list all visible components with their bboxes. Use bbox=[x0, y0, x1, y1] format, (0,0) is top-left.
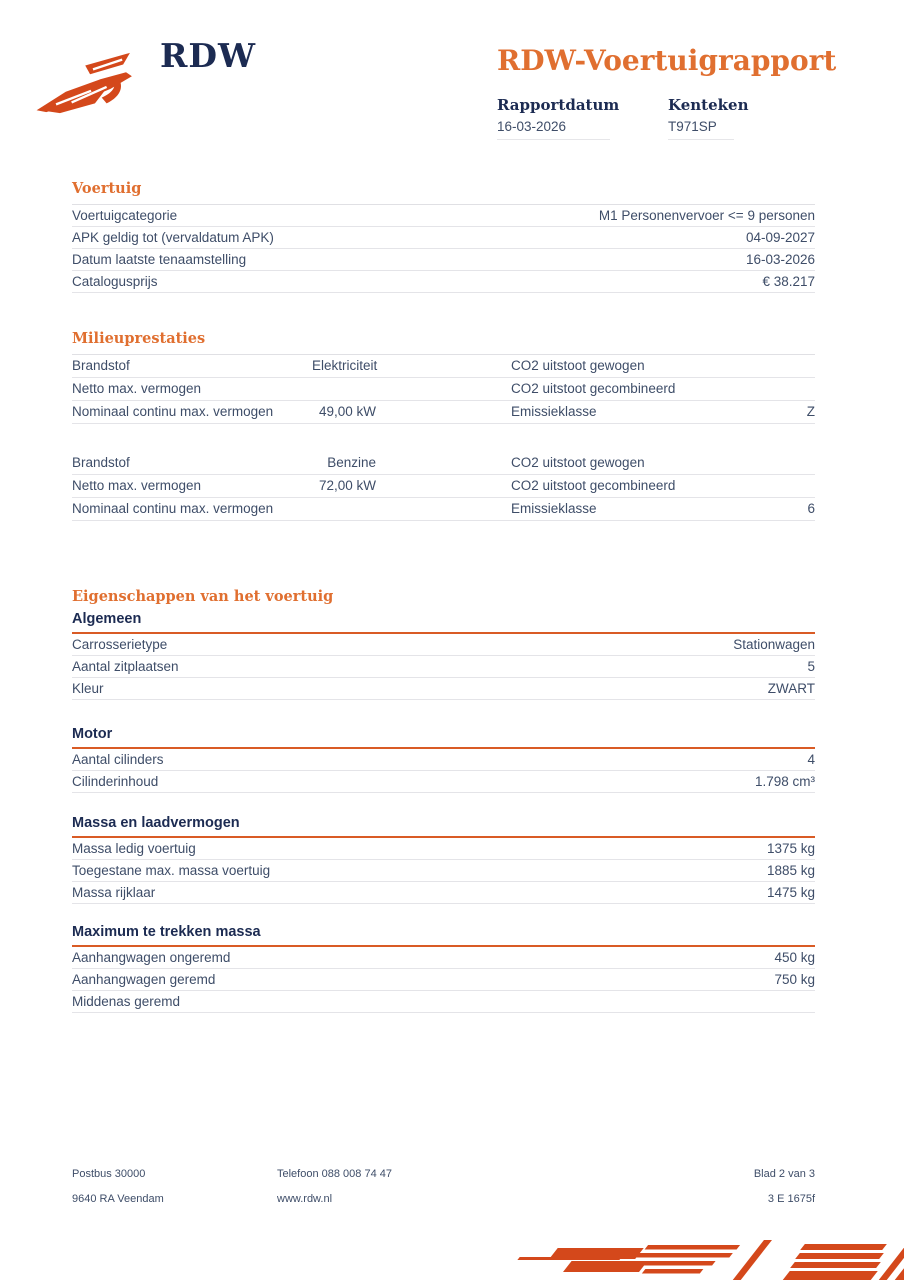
license-plate-label: Kenteken bbox=[668, 96, 749, 114]
row-value: 1475 kg bbox=[766, 885, 815, 900]
row-value: 1885 kg bbox=[766, 863, 815, 878]
row-label: Aantal zitplaatsen bbox=[72, 659, 179, 674]
report-date-value: 16-03-2026 bbox=[497, 119, 610, 140]
row-value: ZWART bbox=[767, 681, 815, 696]
section-voertuig bbox=[72, 180, 815, 293]
row-value: 1375 kg bbox=[766, 841, 815, 856]
footer-postbus: Postbus 30000 bbox=[72, 1168, 146, 1180]
subsection-title: Algemeen bbox=[72, 611, 815, 634]
row-label: Datum laatste tenaamstelling bbox=[72, 252, 247, 267]
row-value: 16-03-2026 bbox=[745, 252, 815, 267]
table-row bbox=[72, 678, 815, 700]
row-value: Z bbox=[806, 404, 815, 419]
table-row bbox=[72, 969, 815, 991]
row-value: 6 bbox=[807, 501, 815, 516]
footer-contact bbox=[277, 1168, 392, 1218]
table-row bbox=[72, 860, 815, 882]
report-date-label: Rapportdatum bbox=[497, 96, 620, 114]
row-label: Massa ledig voertuig bbox=[72, 841, 196, 856]
section-milieuprestaties-title: Milieuprestaties bbox=[72, 330, 815, 355]
table-row bbox=[72, 249, 815, 271]
row-label: Netto max. vermogen bbox=[72, 478, 202, 493]
row-label: Aanhangwagen ongeremd bbox=[72, 950, 231, 965]
row-value: 49,00 kW bbox=[318, 404, 376, 419]
footer-website: www.rdw.nl bbox=[277, 1193, 333, 1205]
table-row bbox=[72, 475, 815, 498]
table-row bbox=[72, 401, 815, 424]
subsection-trekken-massa bbox=[72, 924, 815, 1013]
row-label: Massa rijklaar bbox=[72, 885, 156, 900]
license-plate-block bbox=[668, 96, 748, 140]
row-value: 4 bbox=[807, 752, 815, 767]
license-plate-value: T971SP bbox=[668, 119, 734, 140]
table-row bbox=[72, 452, 815, 475]
row-label: Nominaal continu max. vermogen bbox=[72, 501, 274, 516]
footer-city: 9640 RA Veendam bbox=[72, 1193, 164, 1205]
row-label: Carrosserietype bbox=[72, 637, 168, 652]
row-value: 5 bbox=[807, 659, 815, 674]
table-row bbox=[72, 991, 815, 1013]
rdw-logo-text: RDW bbox=[160, 36, 257, 75]
fuel-block-electric bbox=[72, 355, 815, 424]
table-row bbox=[72, 205, 815, 227]
row-label: CO2 uitstoot gecombineerd bbox=[511, 478, 676, 493]
row-label: CO2 uitstoot gewogen bbox=[511, 455, 645, 470]
table-row bbox=[72, 882, 815, 904]
row-value: 72,00 kW bbox=[318, 478, 376, 493]
table-row bbox=[72, 771, 815, 793]
row-label: Netto max. vermogen bbox=[72, 381, 202, 396]
footer-address bbox=[72, 1168, 164, 1218]
row-label: Voertuigcategorie bbox=[72, 208, 178, 223]
row-label: CO2 uitstoot gewogen bbox=[511, 358, 645, 373]
section-eigenschappen-title: Eigenschappen van het voertuig bbox=[72, 588, 334, 605]
page-title: RDW-Voertuigrapport bbox=[497, 44, 837, 77]
row-label: Aanhangwagen geremd bbox=[72, 972, 216, 987]
rdw-stripes-graphic bbox=[512, 1240, 904, 1280]
row-label: Toegestane max. massa voertuig bbox=[72, 863, 271, 878]
row-value: Benzine bbox=[327, 455, 376, 470]
subsection-algemeen bbox=[72, 611, 815, 700]
table-row bbox=[72, 838, 815, 860]
row-label: Kleur bbox=[72, 681, 104, 696]
subsection-title: Motor bbox=[72, 726, 815, 749]
row-value: € 38.217 bbox=[762, 274, 815, 289]
row-value: Stationwagen bbox=[733, 637, 815, 652]
row-label: Brandstof bbox=[72, 455, 130, 470]
table-row bbox=[72, 656, 815, 678]
row-value: 450 kg bbox=[774, 950, 815, 965]
row-value: Elektriciteit bbox=[312, 358, 378, 373]
footer-phone: Telefoon 088 008 74 47 bbox=[277, 1168, 392, 1180]
row-label: Cilinderinhoud bbox=[72, 774, 159, 789]
subsection-motor bbox=[72, 726, 815, 793]
section-eigenschappen bbox=[72, 588, 815, 1013]
row-label: Brandstof bbox=[72, 358, 130, 373]
footer-page-number: Blad 2 van 3 bbox=[753, 1168, 815, 1180]
footer-doc-code: 3 E 1675f bbox=[767, 1193, 815, 1205]
rdw-feather-icon bbox=[34, 48, 152, 118]
row-value: 750 kg bbox=[774, 972, 815, 987]
row-label: Aantal cilinders bbox=[72, 752, 164, 767]
row-value: M1 Personenvervoer <= 9 personen bbox=[598, 208, 815, 223]
row-label: Catalogusprijs bbox=[72, 274, 158, 289]
subsection-title: Massa en laadvermogen bbox=[72, 815, 815, 838]
report-meta bbox=[497, 96, 776, 140]
table-row bbox=[72, 355, 815, 378]
table-row bbox=[72, 498, 815, 521]
table-row bbox=[72, 634, 815, 656]
row-label: Nominaal continu max. vermogen bbox=[72, 404, 274, 419]
row-label: Emissieklasse bbox=[511, 404, 597, 419]
table-row bbox=[72, 947, 815, 969]
row-label: Emissieklasse bbox=[511, 501, 597, 516]
section-milieuprestaties bbox=[72, 330, 815, 521]
report-date-block bbox=[497, 96, 640, 140]
subsection-title: Maximum te trekken massa bbox=[72, 924, 815, 947]
table-row bbox=[72, 271, 815, 293]
table-row bbox=[72, 749, 815, 771]
row-label: Middenas geremd bbox=[72, 994, 181, 1009]
row-label: CO2 uitstoot gecombineerd bbox=[511, 381, 676, 396]
row-value: 04-09-2027 bbox=[745, 230, 815, 245]
footer-page-info bbox=[754, 1168, 815, 1218]
table-row bbox=[72, 227, 815, 249]
section-voertuig-title: Voertuig bbox=[72, 180, 815, 205]
subsection-massa bbox=[72, 815, 815, 904]
fuel-block-petrol bbox=[72, 452, 815, 521]
row-value: 1.798 cm³ bbox=[754, 774, 815, 789]
table-row bbox=[72, 378, 815, 401]
row-label: APK geldig tot (vervaldatum APK) bbox=[72, 230, 274, 245]
